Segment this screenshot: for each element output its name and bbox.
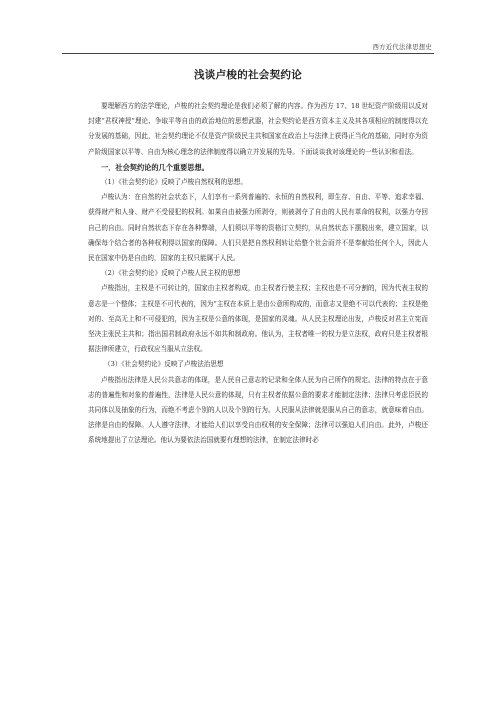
body-paragraph: 卢梭认为：在自然的社会状态下，人们享有一系列普遍的、永恒的自然权利，即生存、自由、平等、追求幸福、获得财产和人身、财产不受侵犯的权利。如果自由被强力所剥夺，则被剥夺了自由的人民有革命的权利，以强力夺回自己的自由。同时自然状态下存在各种弊端，人们须以平等的资格订立契约，从自然状态下摆脱出来，建立国家，以确保每个结合者的各种权利得以国家的保障。人们只是把自然权利转让给整个社会而并不是奉献给任何个人，因此人民在国家中仍是自由的，国家的主权只能属于人民。 xyxy=(88,193,428,263)
subsection-heading: （2）《社会契约论》反映了卢梭人民主权的思想 xyxy=(101,269,241,278)
article-body xyxy=(88,99,428,449)
article-title: 浅谈卢梭的社会契约论 xyxy=(194,69,302,81)
running-header: 西方近代法律思想史 xyxy=(372,44,432,51)
section-heading: 一．社会契约论的几个重要思想。 xyxy=(101,162,209,172)
intro-paragraph: 要理解西方的法学理论，卢梭的社会契约理论是我们必须了解的内容。作为西方 17、18 世纪资产阶级用以反对封建“君权神授”理论、争取平等自由的政治地位的思想武器，社会契约论是西方资本主义及其各项相应的制度得以充分发展的基础，因此，社会契约理论不仅是资产阶级民主共和国家在政治上与法律上获得正当化的基础，同时亦为资产阶级国家以平等、自由为核心理念的法律制度得以确立并发展的先导。下面谈谈我对该理论的一些认识和看法。 xyxy=(88,102,428,156)
body-paragraph: 卢梭指出法律是人民公共意志的体现，是人民自己意志的记录和全体人民为自己所作的规定。法律的特点在于意志的普遍性和对象的普遍性，法律是人民公意的体现，只有主权者依据公意的要求才能制定法律；法律只考虑臣民的共同体以及抽象的行为，而绝不考虑个别的人以及个别的行为。人民服从法律就是服从自己的意志，就意味着自由。法律是自由的保障。人人遵守法律，才能给人们以享受自由权利的安全保障；法律可以强迫人们自由。此外，卢梭还系统地提出了立法理论。他认为要依法治国就要有理想的法律，在制定法律时必 xyxy=(88,375,428,445)
body-paragraph: 卢梭指出，主权是不可转让的，国家由主权者构成，由主权者行使主权；主权也是不可分割的，因为代表主权的意志是一个整体；主权是不可代表的，因为“主权在本质上是由公意所构成的，而意志又是绝不可以代表的；主权是绝对的、至高无上和不可侵犯的，因为主权是公意的体现，是国家的灵魂。从人民主权理论出发，卢梭反对君主立宪而坚决主张民主共和；指出国君制政府永远不如共和制政府。他认为，主权者唯一的权力是立法权，政府只是主权者根据法律所建立，行政权应当服从立法权。 xyxy=(88,284,428,354)
subsection-heading: （3）《社会契约论》反映了卢梭法治思想 xyxy=(104,360,224,369)
header-rule xyxy=(62,53,434,54)
subsection-heading: （1）《社会契约论》反映了卢梭自然权利的思想。 xyxy=(101,178,247,187)
